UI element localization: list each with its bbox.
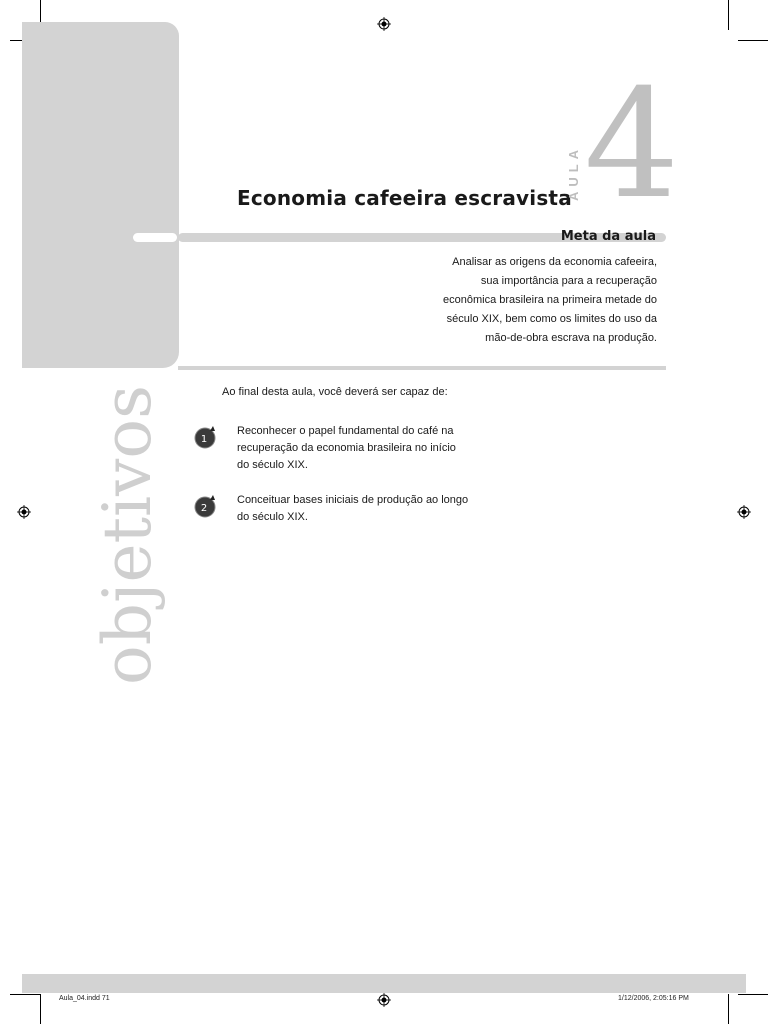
footer-band (22, 974, 746, 993)
objetivos-side-label-text: objetivos (89, 384, 166, 685)
registration-mark-icon (17, 505, 31, 519)
meta-line: econômica brasileira na primeira metade do (443, 294, 657, 306)
objective-line: do século XIX. (237, 459, 308, 471)
meta-line: mão-de-obra escrava na produção. (485, 332, 657, 344)
objectives-intro: Ao final desta aula, você deverá ser capaz de: (222, 386, 448, 398)
slug-file: Aula_04.indd 71 (59, 995, 110, 1002)
objective-number-icon (193, 425, 217, 449)
crop-mark (738, 994, 768, 995)
meta-text (395, 253, 657, 348)
meta-line: sua importância para a recuperação (480, 275, 657, 287)
section-divider-bar (178, 366, 666, 370)
crop-mark (40, 994, 41, 1024)
chapter-title: Economia cafeeira escravista (237, 186, 572, 210)
side-panel (22, 22, 179, 368)
objective-line: recuperação da economia brasileira no início (237, 442, 456, 454)
objective-line: Conceituar bases iniciais de produção ao longo (237, 494, 469, 506)
objective-item (237, 423, 487, 474)
objective-item (237, 492, 487, 526)
meta-line: século XIX, bem como os limites do uso da (446, 313, 657, 325)
registration-mark-icon (377, 17, 391, 31)
slug-timestamp: 1/12/2006, 2:05:16 PM (618, 995, 689, 1002)
meta-line: Analisar as origens da economia cafeeira, (452, 256, 657, 268)
registration-mark-icon (377, 993, 391, 1007)
objective-line: do século XIX. (237, 511, 308, 523)
crop-mark (738, 40, 768, 41)
crop-mark (10, 994, 40, 995)
crop-mark (728, 994, 729, 1024)
meta-label: Meta da aula (560, 229, 656, 244)
aula-number: 4 (584, 58, 680, 232)
objetivos-side-label (40, 370, 180, 700)
header-divider-knob (133, 233, 177, 242)
objective-number-icon (193, 494, 217, 518)
crop-mark (728, 0, 729, 30)
objective-number: 2 (200, 503, 208, 514)
aula-label-text: AULA (566, 144, 581, 202)
registration-mark-icon (737, 505, 751, 519)
objective-number: 1 (200, 434, 208, 445)
objective-line: Reconhecer o papel fundamental do café na (237, 425, 454, 437)
